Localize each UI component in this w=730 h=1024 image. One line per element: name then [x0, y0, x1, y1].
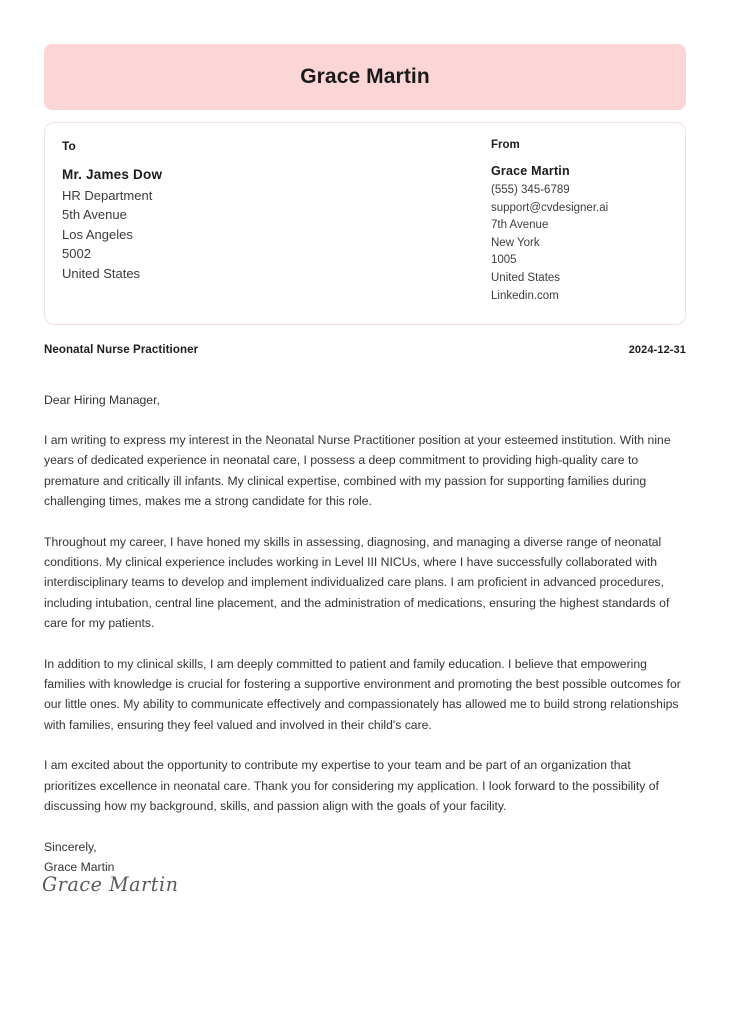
recipient-name: Mr. James Dow: [62, 167, 163, 182]
recipient-line: United States: [62, 265, 141, 281]
recipient-line: Los Angeles: [62, 226, 133, 242]
body-paragraph: I am writing to express my interest in the Neonatal Nurse Practitioner position at your esteemed institution. With nine years of dedicated experience in neonatal care, I possess a deep commitment to providing high-quality care to premature and critically ill infants. My clinical expertise, combined with my passion for supporting families during challenging times, makes me a strong candidate for this role.: [44, 433, 671, 509]
sender-line: New York: [491, 236, 540, 249]
sender-column: [475, 123, 685, 324]
sender-phone: (555) 345-6789: [491, 184, 570, 196]
header-banner: [44, 44, 686, 110]
sender-email: support@cvdesigner.ai: [491, 201, 609, 214]
sender-line: United States: [491, 271, 561, 284]
recipient-line: 5th Avenue: [62, 207, 127, 223]
recipient-line: HR Department: [62, 188, 153, 203]
sender-linkedin: Linkedin.com: [491, 289, 559, 302]
contact-details-card: [44, 122, 686, 325]
sender-label: From: [491, 139, 520, 151]
sender-line: 7th Avenue: [491, 219, 549, 232]
recipient-label: To: [62, 139, 76, 153]
recipient-column: [45, 123, 475, 324]
salutation: Dear Hiring Manager,: [44, 393, 160, 407]
sender-line: 1005: [491, 254, 517, 267]
handwritten-signature: Grace Martin: [42, 873, 179, 897]
subject-row: [44, 344, 686, 356]
body-paragraph: Throughout my career, I have honed my skills in assessing, diagnosing, and managing a diverse range of neonatal conditions. My clinical experience includes working in Level III NICUs, where I have successfully collaborated with interdisciplinary teams to develop and implement individualized care plans. I am proficient in advanced procedures, including intubation, central line placement, and the administration of medications, ensuring the highest standards of care for my patients.: [44, 534, 670, 631]
closing-name: Grace Martin: [44, 859, 115, 874]
job-title: Neonatal Nurse Practitioner: [44, 344, 199, 356]
sender-name: Grace Martin: [491, 164, 570, 178]
letter-date: 2024-12-31: [628, 344, 686, 356]
body-paragraph: I am excited about the opportunity to contribute my expertise to your team and be part of an organization that prioritizes excellence in neonatal care. Thank you for considering my application. I look forward to the possibility of discussing how my background, skills, and passion align with the goals of your facility.: [44, 758, 659, 814]
closing-block: [44, 837, 682, 877]
recipient-line: 5002: [62, 246, 91, 262]
closing-salutation: Sincerely,: [44, 839, 97, 854]
letter-body: [44, 390, 682, 877]
body-paragraph: In addition to my clinical skills, I am deeply committed to patient and family education. I believe that empowering families with knowledge is crucial for fostering a supportive environment and promoting the best possible outcomes for our little ones. My ability to communicate effectively and compassionately has allowed me to build strong relationships with families, ensuring they feel valued and involved in their child's care.: [44, 656, 681, 732]
applicant-name-heading: Grace Martin: [300, 65, 430, 88]
